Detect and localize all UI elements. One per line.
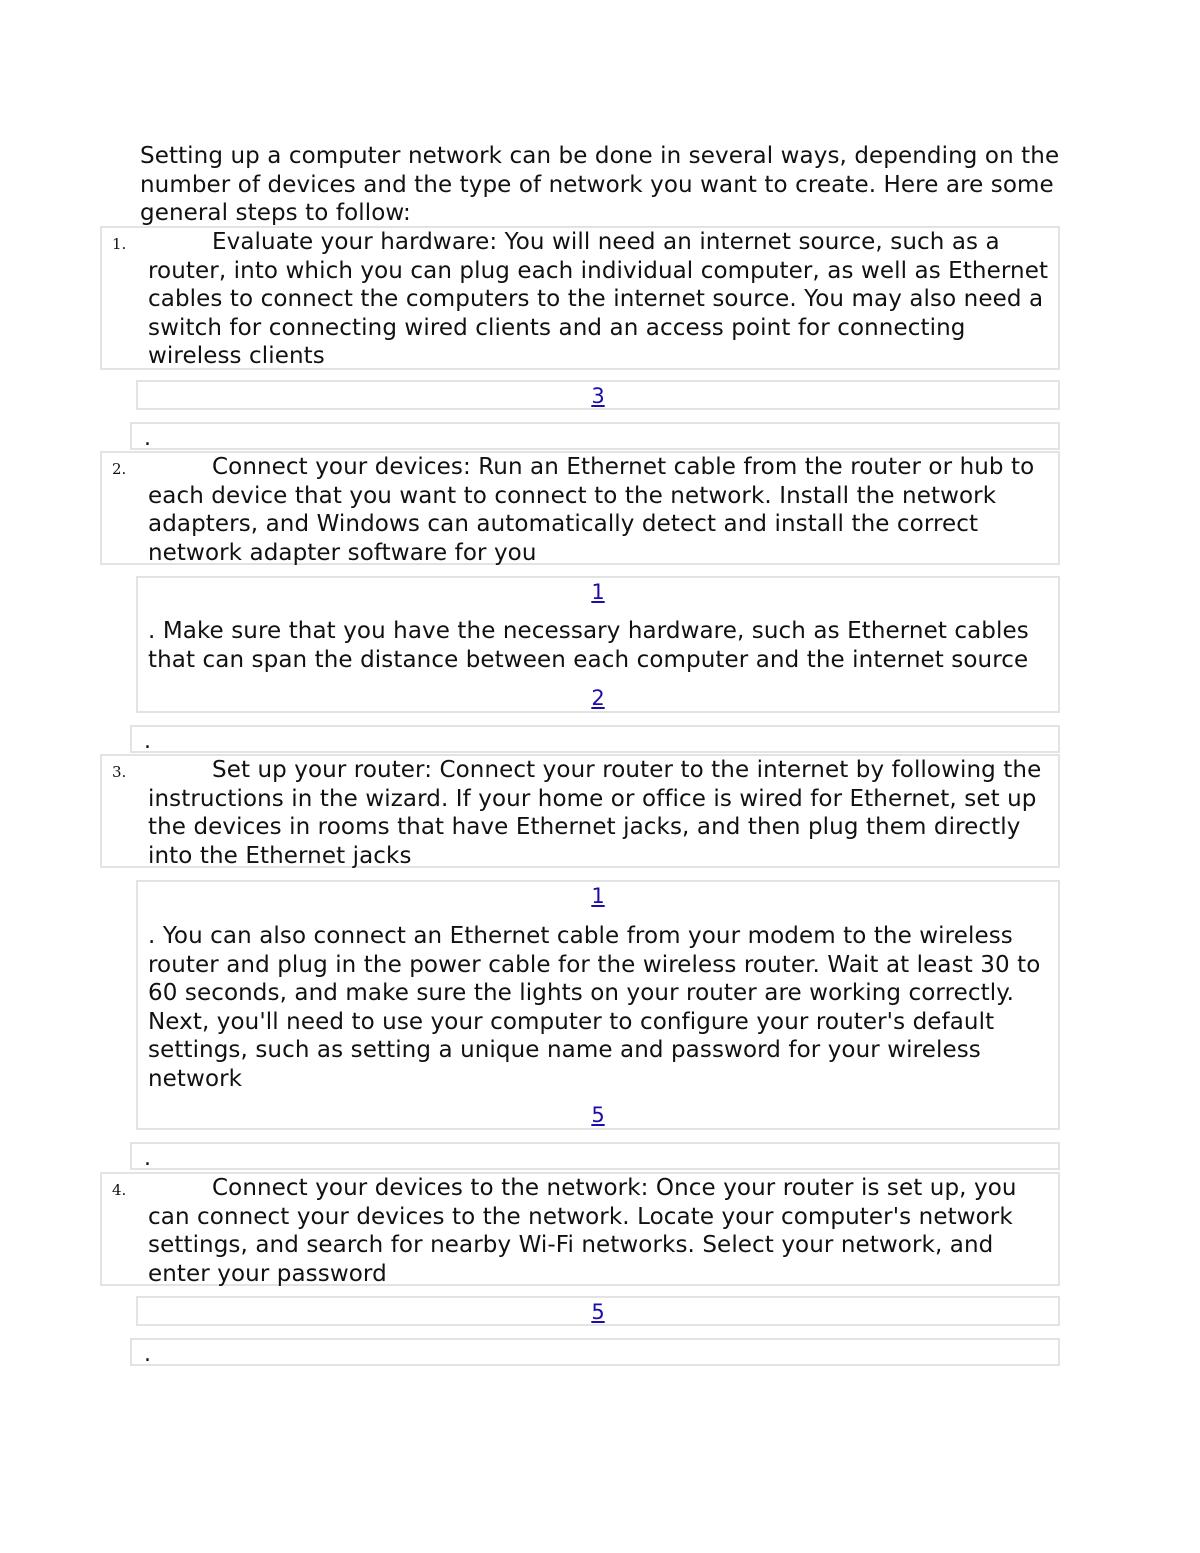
list-item-step-4 <box>100 1172 1060 1286</box>
list-number: 4. <box>112 1181 127 1199</box>
citation-block <box>136 880 1060 1130</box>
list-item-step-2 <box>100 451 1060 565</box>
period-block <box>130 725 1060 753</box>
step-text: Connect your devices: Run an Ethernet cable from the router or hub to each device that you want to connect to the network. Install the network adapters, and Windows can automatically detect and install the correct network adapter software for you <box>148 454 1035 566</box>
citation-link[interactable]: 1 <box>591 884 605 908</box>
period-block <box>130 1338 1060 1366</box>
citation-link[interactable]: 5 <box>591 1300 605 1324</box>
list-item-step-1 <box>100 226 1060 370</box>
list-number: 3. <box>112 763 127 781</box>
period-block <box>130 1142 1060 1170</box>
step-text: Connect your devices to the network: Once your router is set up, you can connect your devices to the network. Locate your computer's network settings, and search for nearby Wi-Fi networks. Select your network, and enter your password <box>148 1175 1017 1287</box>
period-block <box>130 422 1060 450</box>
step-text: Set up your router: Connect your router to the internet by following the instructions in the wizard. If your home or office is wired for Ethernet, set up the devices in rooms that have Ethernet jacks, and then plug them directly into the Ethernet jacks <box>148 757 1042 869</box>
citation-block <box>136 380 1060 410</box>
citation-link[interactable]: 2 <box>591 686 605 710</box>
list-number: 2. <box>112 460 127 478</box>
citation-link[interactable]: 3 <box>591 384 605 408</box>
period-text: . <box>144 1146 151 1171</box>
citation-link[interactable]: 1 <box>591 580 605 604</box>
list-item-step-3 <box>100 754 1060 868</box>
list-number: 1. <box>112 235 127 253</box>
continuation-text: . You can also connect an Ethernet cable from your modem to the wireless router and plug in the power cable for the wireless router. Wait at least 30 to 60 seconds, and make sure the lights on your router are working correctly. Next, you'll need to use your computer to configure your router's default settings, such as setting a unique name and password for your wireless network <box>148 923 1041 1092</box>
intro-paragraph: Setting up a computer network can be done in several ways, depending on the number of devices and the type of network you want to create. Here are some general steps to follow: <box>140 143 1060 226</box>
citation-block <box>136 576 1060 713</box>
period-text: . <box>144 729 151 754</box>
citation-link[interactable]: 5 <box>591 1103 605 1127</box>
period-text: . <box>144 426 151 451</box>
continuation-text: . Make sure that you have the necessary hardware, such as Ethernet cables that can span the distance between each computer and the internet source <box>148 618 1029 673</box>
citation-block <box>136 1296 1060 1326</box>
step-text: Evaluate your hardware: You will need an internet source, such as a router, into which you can plug each individual computer, as well as Ethernet cables to connect the computers to the internet source. You may also need a switch for connecting wired clients and an access point for connecting wireless clients <box>148 229 1049 369</box>
period-text: . <box>144 1342 151 1367</box>
